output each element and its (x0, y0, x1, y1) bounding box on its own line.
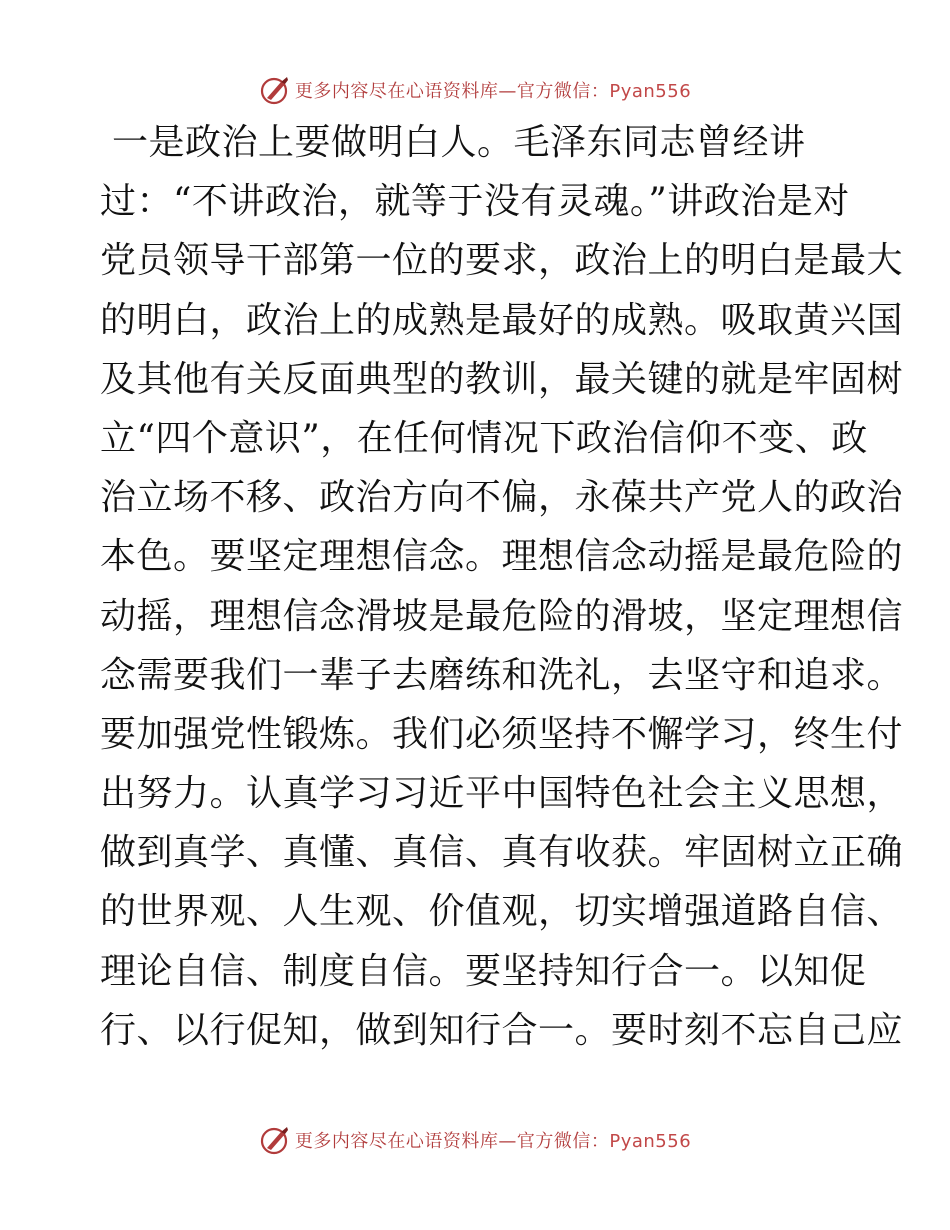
header-wechat-label: 官方微信： (516, 81, 610, 102)
text-line: 立“四个意识”，在任何情况下政治信仰不变、政 (100, 417, 868, 459)
pen-logo-icon (259, 74, 291, 106)
footer-site-text: 更多内容尽在心语资料库 (294, 1131, 499, 1152)
footer-watermark (0, 1122, 950, 1158)
header-dash: — (498, 81, 517, 102)
text-line: 要加强党性锻炼。我们必须坚持不懈学习，终生付 (100, 713, 904, 755)
text-line: 党员领导干部第一位的要求，政治上的明白是最大 (100, 240, 904, 282)
text-line: 理论自信、制度自信。要坚持知行合一。以知促 (100, 950, 867, 992)
header-site-text: 更多内容尽在心语资料库 (294, 81, 499, 102)
text-line: 本色。要坚定理想信念。理想信念动摇是最危险的 (100, 536, 904, 578)
text-line: 及其他有关反面典型的教训，最关键的就是牢固树 (100, 358, 904, 400)
text-line: 行、以行促知，做到知行合一。要时刻不忘自己应 (100, 1009, 904, 1051)
text-line: 过：“不讲政治，就等于没有灵魂。”讲政治是对 (100, 181, 850, 223)
text-line: 动摇，理想信念滑坡是最危险的滑坡，坚定理想信 (100, 595, 904, 637)
text-line: 出努力。认真学习习近平中国特色社会主义思想， (100, 773, 904, 815)
text-line: 治立场不移、政治方向不偏，永葆共产党人的政治 (100, 477, 904, 519)
text-line: 的明白，政治上的成熟是最好的成熟。吸取黄兴国 (100, 299, 904, 341)
footer-wechat-label: 官方微信： (516, 1131, 610, 1152)
text-line: 念需要我们一辈子去磨练和洗礼，去坚守和追求。 (100, 654, 904, 696)
text-line: 一是政治上要做明白人。毛泽东同志曾经讲 (112, 122, 806, 163)
footer-wechat-id: Pyan556 (609, 1131, 692, 1152)
pen-logo-icon (259, 1124, 291, 1156)
header-wechat-id: Pyan556 (609, 81, 692, 102)
footer-dash: — (498, 1131, 517, 1152)
document-body (100, 120, 904, 1067)
text-line: 的世界观、人生观、价值观，切实增强道路自信、 (100, 891, 904, 933)
header-watermark (0, 72, 950, 108)
text-line: 做到真学、真懂、真信、真有收获。牢固树立正确 (100, 832, 904, 874)
